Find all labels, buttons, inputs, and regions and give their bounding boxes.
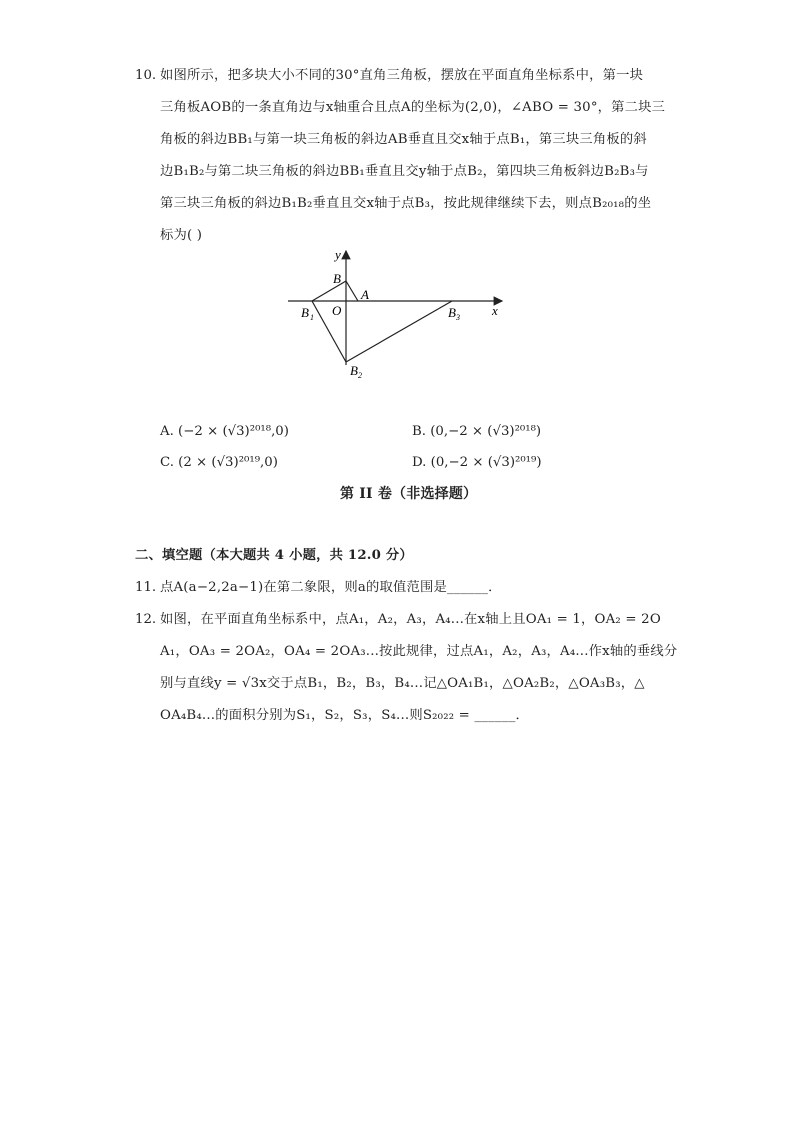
- q10-line-3: 角板的斜边BB₁与第一块三角板的斜边AB垂直且交x轴于点B₁，第三块三角板的斜: [160, 132, 647, 147]
- q11-number: 11.: [135, 580, 157, 595]
- label-B3: B: [448, 305, 456, 320]
- q12-line-3: 别与直线y = √3x交于点B₁，B₂，B₃，B₄...记△OA₁B₁，△OA₂B₂，△OA₃B₃，△: [160, 676, 645, 691]
- q10-option-c[interactable]: C. (2 × (√3)²⁰¹⁹,0): [160, 455, 278, 470]
- q12-line-2: A₁，OA₃ = 2OA₂，OA₄ = 2OA₃...按此规律，过点A₁，A₂，A₃，A₄...作x轴的垂线分: [160, 644, 678, 659]
- label-B2-sub: 2: [358, 371, 362, 380]
- q10-option-a[interactable]: A. (−2 × (√3)²⁰¹⁸,0): [160, 424, 289, 439]
- label-B: B: [333, 271, 341, 286]
- q12-line-4: OA₄B₄...的面积分别为S₁，S₂，S₃，S₄...则S₂₀₂₂ = ______．: [160, 708, 530, 723]
- label-O: O: [332, 303, 342, 318]
- label-y: y: [335, 247, 341, 262]
- q10-number: 10.: [135, 68, 157, 83]
- q11-text: 点A(a−2,2a−1)在第二象限，则a的取值范围是______．: [160, 580, 502, 595]
- part2-title: 第 II 卷（非选择题）: [340, 486, 478, 502]
- segment-B2B3: [346, 301, 452, 362]
- segment-BA: [346, 281, 358, 301]
- q10-line-6: 标为( ): [160, 228, 203, 243]
- q12-number: 12.: [135, 612, 157, 627]
- q12-line-1: 如图，在平面直角坐标系中，点A₁，A₂，A₃，A₄...在x轴上且OA₁ = 1，OA₂ = 2O: [160, 612, 661, 627]
- label-B3-sub: 3: [456, 313, 460, 322]
- q10-line-2: 三角板AOB的一条直角边与x轴重合且点A的坐标为(2,0)，∠ABO = 30°，第二块三: [160, 100, 666, 115]
- label-B1: B: [301, 305, 309, 320]
- q10-line-4: 边B₁B₂与第二块三角板的斜边BB₁垂直且交y轴于点B₂，第四块三角板斜边B₂B₃与: [160, 164, 649, 179]
- q10-line-1: 如图所示，把多块大小不同的30°直角三角板，摆放在平面直角坐标系中，第一块: [160, 68, 644, 83]
- q10-option-b[interactable]: B. (0,−2 × (√3)²⁰¹⁸): [412, 424, 542, 439]
- q10-option-d[interactable]: D. (0,−2 × (√3)²⁰¹⁹): [412, 455, 542, 470]
- q10-line-5: 第三块三角板的斜边B₁B₂垂直且交x轴于点B₃，按此规律继续下去，则点B₂₀₁₈的坐: [160, 196, 652, 211]
- label-B2: B: [350, 363, 358, 378]
- label-A: A: [361, 287, 369, 302]
- q10-figure: [280, 245, 510, 385]
- label-x: x: [492, 303, 498, 318]
- section2-heading: 二、填空题（本大题共 4 小题，共 12.0 分）: [135, 548, 413, 563]
- label-B1-sub: 1: [310, 313, 314, 322]
